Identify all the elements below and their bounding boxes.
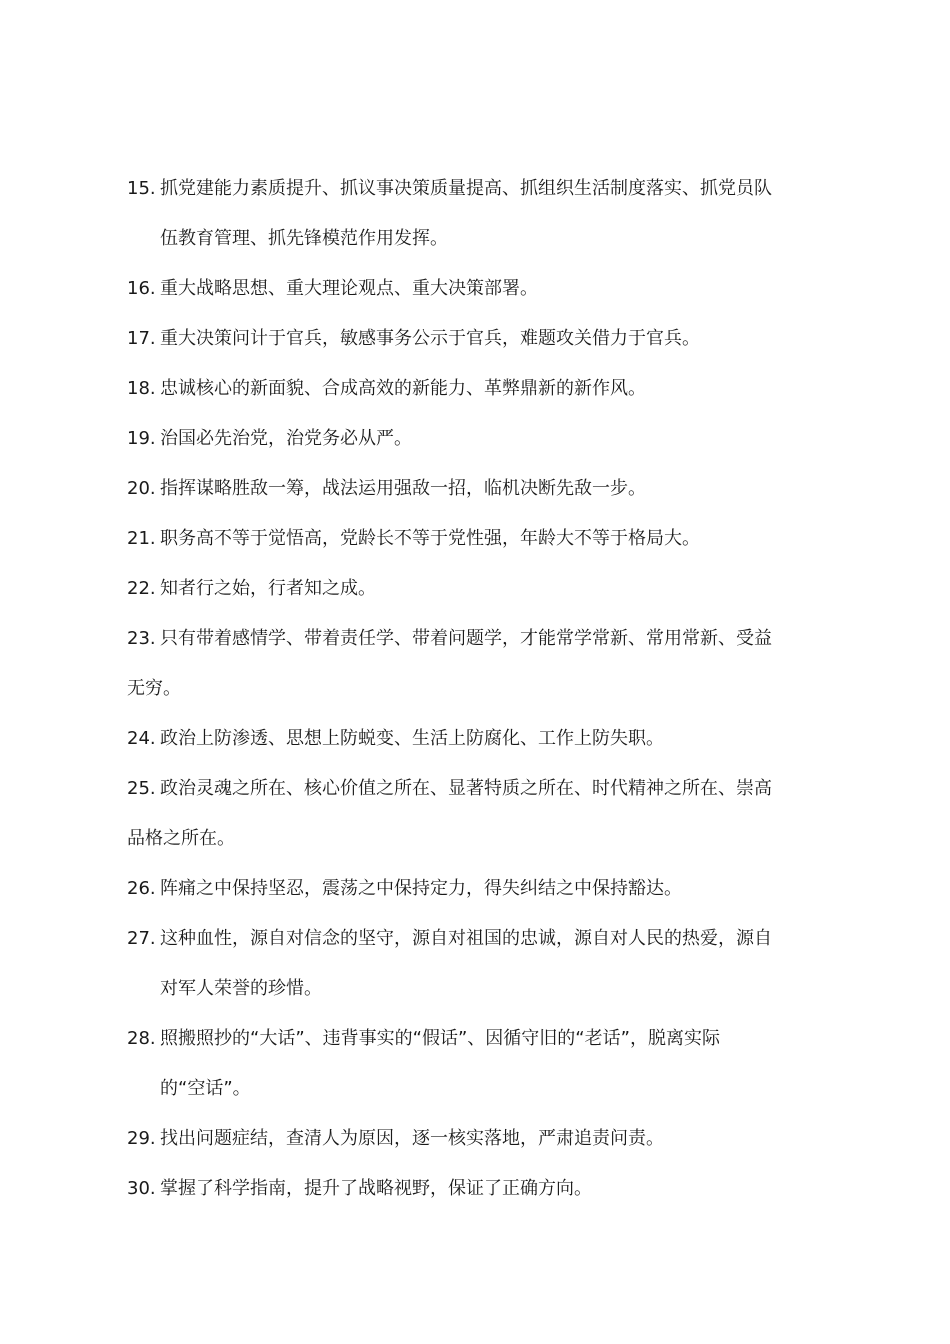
item-number: 16. — [127, 278, 156, 299]
list-item — [127, 314, 827, 364]
item-text: 职务高不等于觉悟高，党龄长不等于党性强，年龄大不等于格局大。 — [160, 528, 700, 549]
item-text: 重大决策问计于官兵，敏感事务公示于官兵，难题攻关借力于官兵。 — [160, 328, 700, 349]
list-item — [127, 464, 827, 514]
item-number: 30. — [127, 1178, 156, 1199]
item-number: 24. — [127, 728, 156, 749]
list-item — [127, 1164, 827, 1214]
item-text-continued: 无穷。 — [127, 678, 181, 699]
list-item — [127, 1014, 827, 1114]
item-number: 21. — [127, 528, 156, 549]
item-number: 25. — [127, 778, 156, 799]
item-number: 17. — [127, 328, 156, 349]
item-text-continued: 品格之所在。 — [127, 828, 235, 849]
list-item — [127, 264, 827, 314]
list-item — [127, 364, 827, 414]
list-item — [127, 914, 827, 1014]
item-number: 22. — [127, 578, 156, 599]
item-text: 阵痛之中保持坚忍，震荡之中保持定力，得失纠结之中保持豁达。 — [160, 878, 682, 899]
item-text: 重大战略思想、重大理论观点、重大决策部署。 — [160, 278, 538, 299]
item-text-continued: 对军人荣誉的珍惜。 — [160, 978, 322, 999]
list-item — [127, 514, 827, 564]
item-text: 掌握了科学指南，提升了战略视野，保证了正确方向。 — [160, 1178, 592, 1199]
item-text: 照搬照抄的“大话”、违背事实的“假话”、因循守旧的“老话”，脱离实际 — [160, 1028, 720, 1049]
item-number: 26. — [127, 878, 156, 899]
item-text: 知者行之始，行者知之成。 — [160, 578, 376, 599]
item-number: 18. — [127, 378, 156, 399]
item-text: 只有带着感情学、带着责任学、带着问题学，才能常学常新、常用常新、受益 — [160, 628, 772, 649]
item-number: 19. — [127, 428, 156, 449]
numbered-list — [127, 164, 827, 1214]
item-text-continued: 的“空话”。 — [160, 1078, 251, 1099]
item-text: 治国必先治党，治党务必从严。 — [160, 428, 412, 449]
item-text: 找出问题症结，查清人为原因，逐一核实落地，严肃追责问责。 — [160, 1128, 664, 1149]
list-item — [127, 614, 827, 714]
item-number: 23. — [127, 628, 156, 649]
item-text: 政治灵魂之所在、核心价值之所在、显著特质之所在、时代精神之所在、崇高 — [160, 778, 772, 799]
list-item — [127, 764, 827, 864]
list-item — [127, 864, 827, 914]
list-item — [127, 714, 827, 764]
item-number: 27. — [127, 928, 156, 949]
item-text: 抓党建能力素质提升、抓议事决策质量提高、抓组织生活制度落实、抓党员队 — [160, 178, 772, 199]
list-item — [127, 414, 827, 464]
item-text-continued: 伍教育管理、抓先锋模范作用发挥。 — [160, 228, 448, 249]
item-number: 28. — [127, 1028, 156, 1049]
item-text: 指挥谋略胜敌一筹，战法运用强敌一招，临机决断先敌一步。 — [160, 478, 646, 499]
list-item — [127, 564, 827, 614]
item-text: 政治上防渗透、思想上防蜕变、生活上防腐化、工作上防失职。 — [160, 728, 664, 749]
item-number: 15. — [127, 178, 156, 199]
item-text: 忠诚核心的新面貌、合成高效的新能力、革弊鼎新的新作风。 — [160, 378, 646, 399]
item-text: 这种血性，源自对信念的坚守，源自对祖国的忠诚，源自对人民的热爱，源自 — [160, 928, 772, 949]
list-item — [127, 1114, 827, 1164]
item-number: 29. — [127, 1128, 156, 1149]
list-item — [127, 164, 827, 264]
item-number: 20. — [127, 478, 156, 499]
